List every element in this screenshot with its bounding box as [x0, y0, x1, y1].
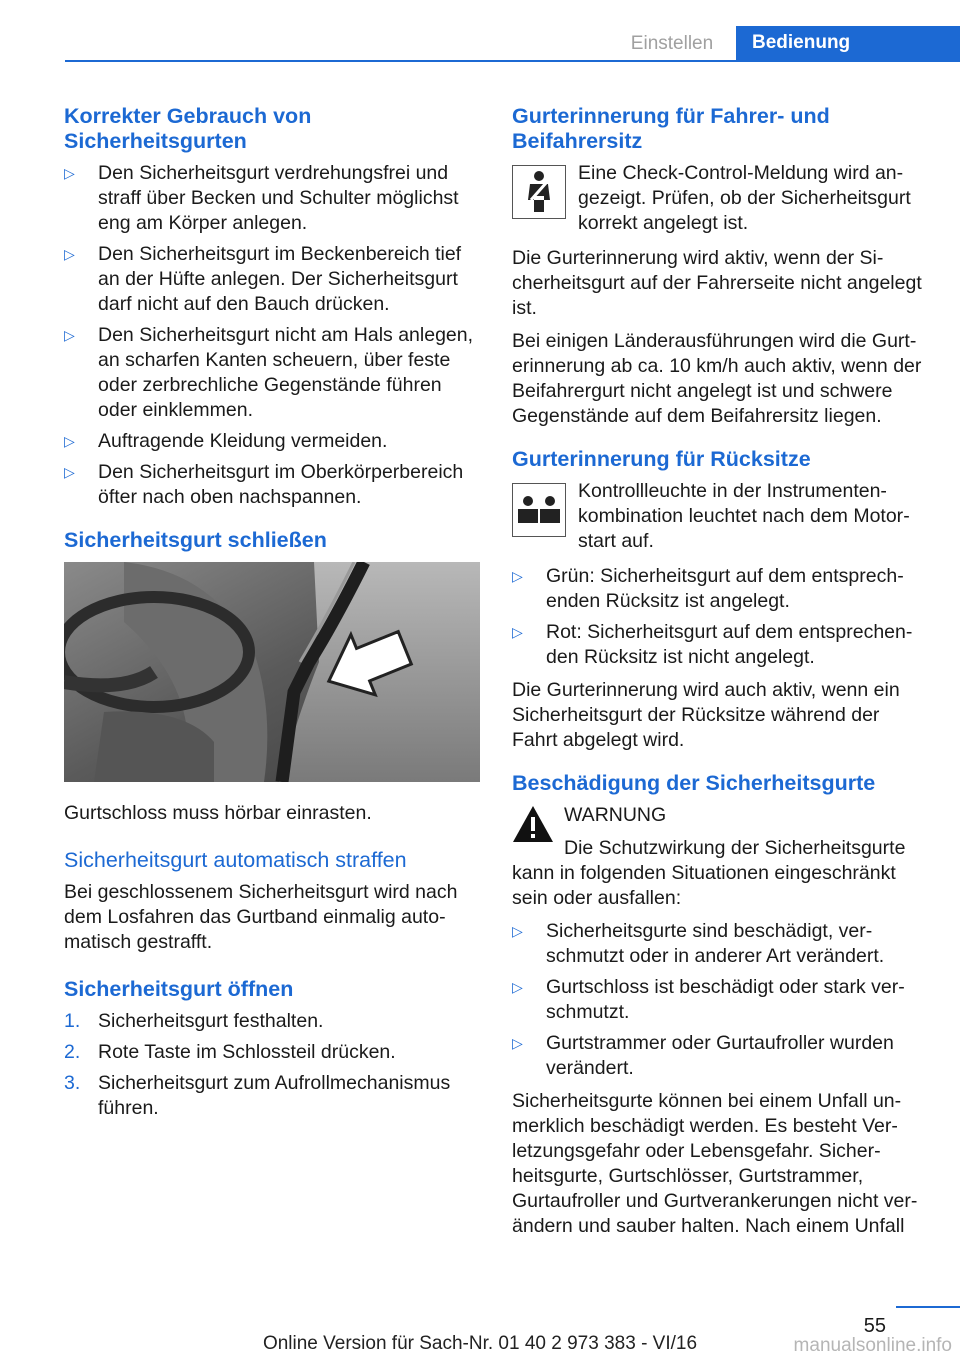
ruecksitze-icon-block [512, 479, 930, 554]
fahrer-p1: Die Gurterinnerung wird aktiv, wenn der Sicherheitsgurt auf der Fahrerseite nicht angelegt ist. [512, 247, 922, 319]
online-version-text: Online Version für Sach-Nr. 01 40 2 973 383 - VI/16 [262, 1333, 698, 1354]
list-item: ▷ Gurtstrammer oder Gurtaufroller wurden verändert. [512, 1032, 894, 1079]
heading-fahrer: Gurterinnerung für Fahrer- und Beifahrersitz [512, 104, 830, 153]
triangle-icon: ▷ [64, 433, 75, 449]
heading-schliessen: Sicherheitsgurt schließen [64, 528, 327, 552]
warning-block [512, 803, 930, 911]
heading-straffen: Sicherheitsgurt automatisch straffen [64, 848, 407, 872]
ruecksitze-p: Die Gurterinnerung wird auch aktiv, wenn ein Sicherheitsgurt der Rücksitze während der Fahrt abgelegt wird. [512, 679, 900, 751]
triangle-icon: ▷ [64, 165, 75, 181]
warning-title: WARNUNG [564, 804, 667, 826]
list-item: ▷ Sicherheitsgurte sind beschädigt, verschmutzt oder in anderer Art verändert. [512, 920, 885, 967]
list-item: ▷ Rot: Sicherheitsgurt auf dem entsprechenden Rücksitz ist nicht angelegt. [512, 621, 913, 668]
left-column [64, 104, 482, 1129]
heading-gebrauch: Korrekter Gebrauch von Sicherheitsgurten [64, 104, 312, 153]
right-column [512, 104, 930, 1247]
page-number: 55 [863, 1315, 886, 1337]
list-item: ▷ Den Sicherheitsgurt im Beckenbereich tief an der Hüfte anlegen. Der Sicherheitsgurt darf nicht auf den Bauch drücken. [64, 243, 462, 315]
seat-belt-buckle-photo [64, 562, 480, 782]
list-item: ▷ Grün: Sicherheitsgurt auf dem entsprechenden Rücksitz ist angelegt. [512, 565, 904, 612]
list-item: ▷ Den Sicherheitsgurt im Oberkörperbereich öfter nach oben nachspannen. [64, 461, 464, 508]
tab-bedienung[interactable]: Bedienung [736, 26, 960, 60]
triangle-icon: ▷ [512, 624, 523, 640]
watermark: manualsonline.info [793, 1335, 952, 1356]
header-rule [65, 60, 960, 62]
warning-triangle-icon [512, 805, 554, 843]
footer-rule [896, 1306, 960, 1308]
gebrauch-list [64, 161, 482, 510]
triangle-icon: ▷ [512, 1035, 523, 1051]
list-item: ▷ Den Sicherheitsgurt nicht am Hals anlegen, an scharfen Kanten scheuern, über feste oder zerbrechliche Gegenstände führen oder einklemmen. [64, 324, 474, 421]
warning-paragraph: Sicherheitsgurte können bei einem Unfall unmerklich beschädigt werden. Es besteht Verletzungsgefahr oder Lebensgefahr. Sicherheitsgurte, Gurtschlösser, Gurtstrammer, Gurtaufroller und Gurtverankerungen nicht verändern und sauber halten. Nach einem Unfall [512, 1090, 918, 1237]
oeffnen-steps [64, 1009, 482, 1121]
heading-beschaedigung: Beschädigung der Sicherheitsgurte [512, 771, 876, 795]
list-item: ▷ Den Sicherheitsgurt verdrehungsfrei und straff über Becken und Schulter möglichst eng am Körper anlegen. [64, 162, 459, 234]
list-item: 2. Rote Taste im Schlossteil drücken. [64, 1041, 396, 1063]
triangle-icon: ▷ [64, 246, 75, 262]
seatbelt-warning-icon [512, 165, 566, 219]
triangle-icon: ▷ [64, 464, 75, 480]
fahrer-icon-text: Eine Check-Control-Meldung wird angezeigt. Prüfen, ob der Sicherheitsgurt korrekt angelegt ist. [578, 162, 911, 234]
ruecksitze-list [512, 564, 930, 670]
fahrer-icon-block [512, 161, 930, 236]
warning-list [512, 919, 930, 1081]
ruecksitze-icon-text: Kontrollleuchte in der Instrumentenkombination leuchtet nach dem Motorstart auf. [578, 480, 910, 552]
rear-seatbelt-icon [512, 483, 566, 537]
list-item: 1. Sicherheitsgurt festhalten. [64, 1010, 324, 1032]
tab-einstellen[interactable]: Einstellen [630, 33, 714, 54]
fahrer-p2: Bei einigen Länderausführungen wird die Gurterinnerung ab ca. 10 km/h auch aktiv, wenn der Beifahrergurt nicht angelegt ist und schwere Gegenstände auf dem Beifahrersitz liegen. [512, 330, 922, 427]
triangle-icon: ▷ [512, 923, 523, 939]
triangle-icon: ▷ [512, 568, 523, 584]
list-item: ▷ Gurtschloss ist beschädigt oder stark verschmutzt. [512, 976, 905, 1023]
list-item: 3. Sicherheitsgurt zum Aufrollmechanismus führen. [64, 1072, 451, 1119]
triangle-icon: ▷ [512, 979, 523, 995]
heading-ruecksitze: Gurterinnerung für Rücksitze [512, 447, 811, 471]
schliessen-caption: Gurtschloss muss hörbar einrasten. [64, 802, 372, 824]
triangle-icon: ▷ [64, 327, 75, 343]
heading-oeffnen: Sicherheitsgurt öffnen [64, 977, 294, 1001]
straffen-text: Bei geschlossenem Sicherheitsgurt wird nach dem Losfahren das Gurtband einmalig automatisch gestrafft. [64, 881, 458, 953]
warning-text: Die Schutzwirkung der Sicherheitsgurte kann in folgenden Situationen eingeschränkt sein oder ausfallen: [512, 837, 906, 909]
list-item: ▷ Auftragende Kleidung vermeiden. [64, 430, 388, 452]
